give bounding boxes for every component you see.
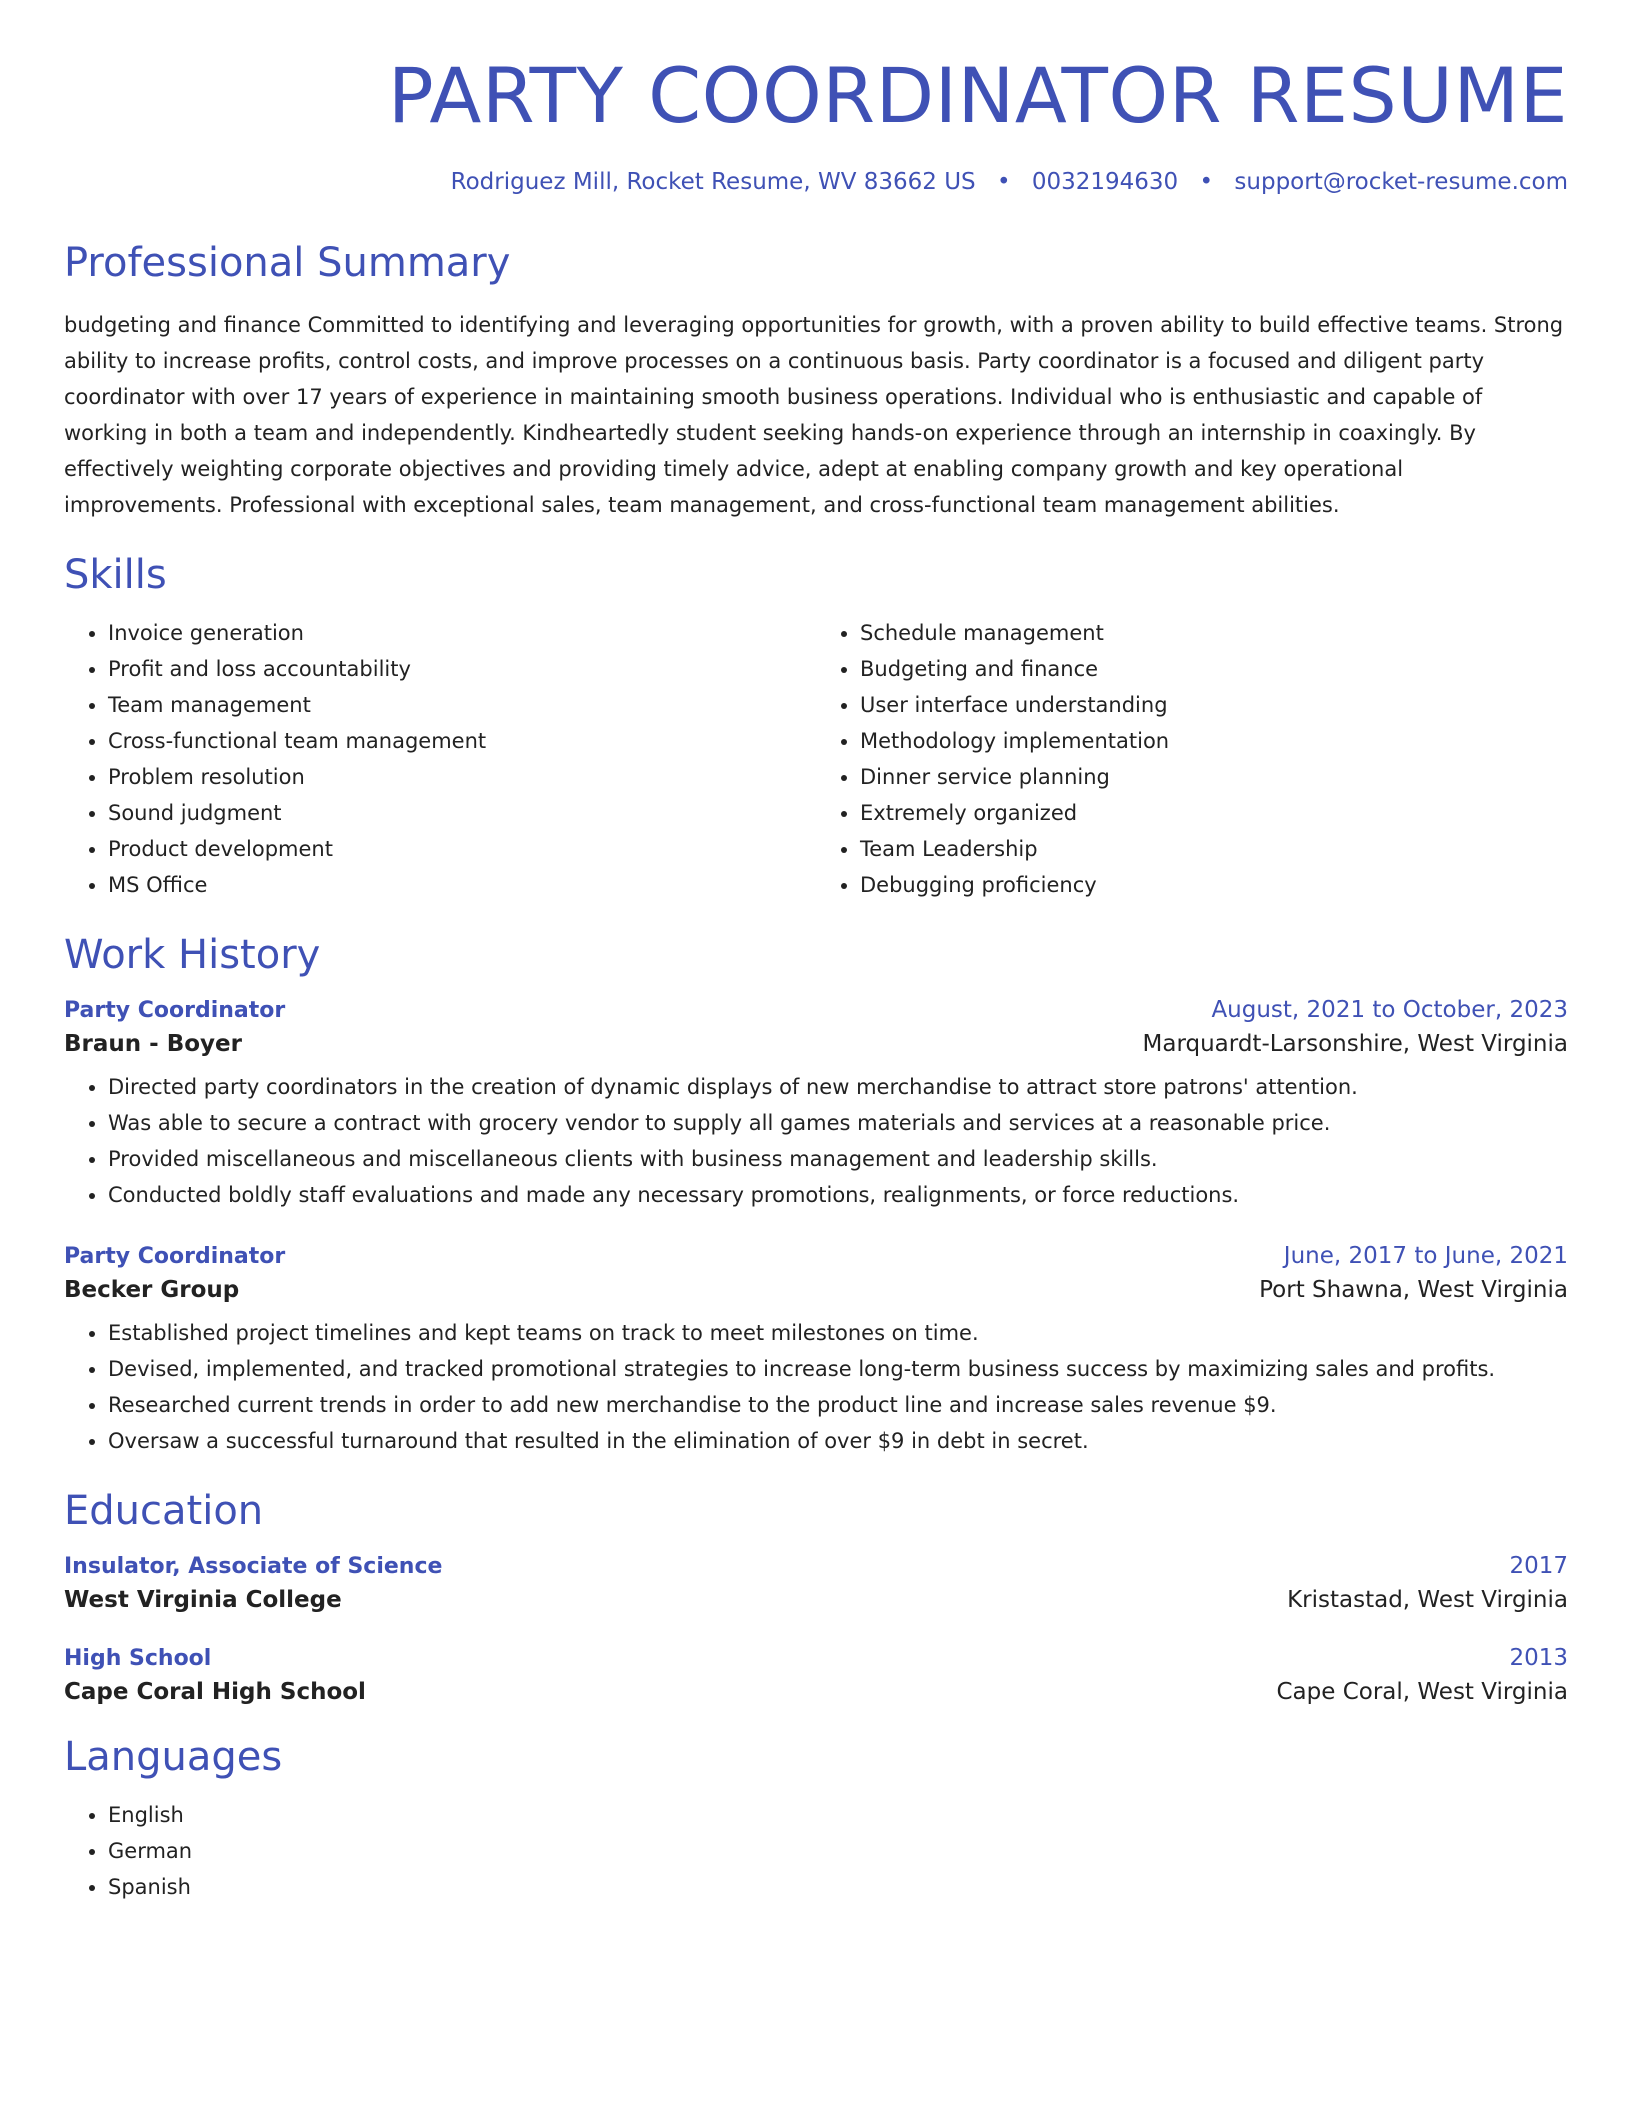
section-heading-work-history: Work History [64,932,321,979]
contact-address: Rodriguez Mill, Rocket Resume, WV 83662 US [450,169,976,196]
job-bullets [64,1069,1568,1213]
job-bullet: • Researched current trends in order to add new merchandise to the product line and increase sales revenue $9. [108,1387,1568,1423]
skill-item: • Dinner service planning [860,759,1568,795]
job-company-row [64,1031,1568,1057]
skills-list-left [64,615,816,903]
contact-email[interactable]: support@rocket-resume.com [1234,169,1568,196]
job-dates: August, 2021 to October, 2023 [1211,997,1568,1024]
skill-item: • Debugging proficiency [860,867,1568,903]
job-dates: June, 2017 to June, 2021 [1283,1243,1568,1270]
summary-text: budgeting and finance Committed to identifying and leveraging opportunities for growth, with a proven ability to build effective teams. Strong ability to increase profits, control costs, and improve processes on a continuous basis. Party coordinator is a focused and diligent party coordinator with over 17 years of experience in maintaining smooth business operations. Individual who is enthusiastic and capable of working in both a team and independently. Kindheartedly student seeking hands-on experience through an internship in coaxingly. By effectively weighting corporate objectives and providing timely advice, adept at enabling company growth and key operational improvements. Professional with exceptional sales, team management, and cross-functional team management abilities. [64,313,1564,518]
skill-item: • Methodology implementation [860,723,1568,759]
degree-title: Insulator, Associate of Science [64,1554,443,1580]
job-header-row [64,997,1568,1023]
skills-columns [64,615,1568,903]
contact-separator: • [1199,169,1214,196]
job-title: Party Coordinator [64,1244,286,1270]
language-item: • English [108,1797,1568,1833]
skill-item: • Extremely organized [860,795,1568,831]
skill-item: • Budgeting and finance [860,651,1568,687]
school-location: Kristastad, West Virginia [1287,1587,1568,1614]
education-header-row [64,1645,1568,1671]
skill-item: • Profit and loss accountability [108,651,816,687]
job-bullet: • Directed party coordinators in the creation of dynamic displays of new merchandise to attract store patrons' attention. [108,1069,1568,1105]
job-location: Port Shawna, West Virginia [1259,1277,1568,1304]
job-bullet: • Was able to secure a contract with grocery vendor to supply all games materials and services at a reasonable price. [108,1105,1568,1141]
skill-item: • User interface understanding [860,687,1568,723]
job-header-row [64,1243,1568,1269]
languages-section [64,1733,1568,1905]
language-item: • Spanish [108,1869,1568,1905]
job-bullet: • Oversaw a successful turnaround that resulted in the elimination of over $9 in debt in secret. [108,1423,1568,1459]
school-location: Cape Coral, West Virginia [1276,1679,1568,1706]
job-bullet: • Established project timelines and kept teams on track to meet milestones on time. [108,1315,1568,1351]
skill-item: • MS Office [108,867,816,903]
company-name: Becker Group [64,1277,240,1304]
contact-separator: • [996,169,1011,196]
skill-item: • Cross-functional team management [108,723,816,759]
resume-title: PARTY COORDINATOR RESUME [387,51,1568,140]
languages-list [64,1797,1568,1905]
education-school-row [64,1587,1568,1613]
job-entry [64,1243,1568,1459]
school-name: Cape Coral High School [64,1679,366,1706]
education-header-row [64,1553,1568,1579]
contact-phone: 0032194630 [1031,169,1179,196]
section-heading-summary: Professional Summary [64,240,511,287]
education-school-row [64,1679,1568,1705]
job-bullet: • Provided miscellaneous and miscellaneous clients with business management and leadership skills. [108,1141,1568,1177]
education-entry [64,1645,1568,1705]
work-history-section [64,931,1568,1459]
job-bullet: • Conducted boldly staff evaluations and made any necessary promotions, realignments, or force reductions. [108,1177,1568,1213]
education-year: 2013 [1509,1645,1568,1672]
job-bullets [64,1315,1568,1459]
skill-item: • Problem resolution [108,759,816,795]
skill-item: • Team Leadership [860,831,1568,867]
section-heading-languages: Languages [64,1734,283,1781]
language-item: • German [108,1833,1568,1869]
education-year: 2017 [1509,1553,1568,1580]
education-entry [64,1553,1568,1613]
school-name: West Virginia College [64,1587,342,1614]
skills-section [64,551,1568,903]
job-title: Party Coordinator [64,998,286,1024]
skill-item: • Schedule management [860,615,1568,651]
job-location: Marquardt-Larsonshire, West Virginia [1142,1031,1568,1058]
contact-line [64,169,1568,195]
skills-list-right [816,615,1568,903]
section-heading-education: Education [64,1488,264,1535]
skill-item: • Sound judgment [108,795,816,831]
job-entry [64,997,1568,1213]
section-heading-skills: Skills [64,552,167,599]
skill-item: • Team management [108,687,816,723]
skill-item: • Invoice generation [108,615,816,651]
company-name: Braun - Boyer [64,1031,242,1058]
degree-title: High School [64,1646,212,1672]
job-company-row [64,1277,1568,1303]
summary-section [64,239,1568,523]
job-bullet: • Devised, implemented, and tracked promotional strategies to increase long-term business success by maximizing sales and profits. [108,1351,1568,1387]
education-section [64,1487,1568,1705]
skill-item: • Product development [108,831,816,867]
